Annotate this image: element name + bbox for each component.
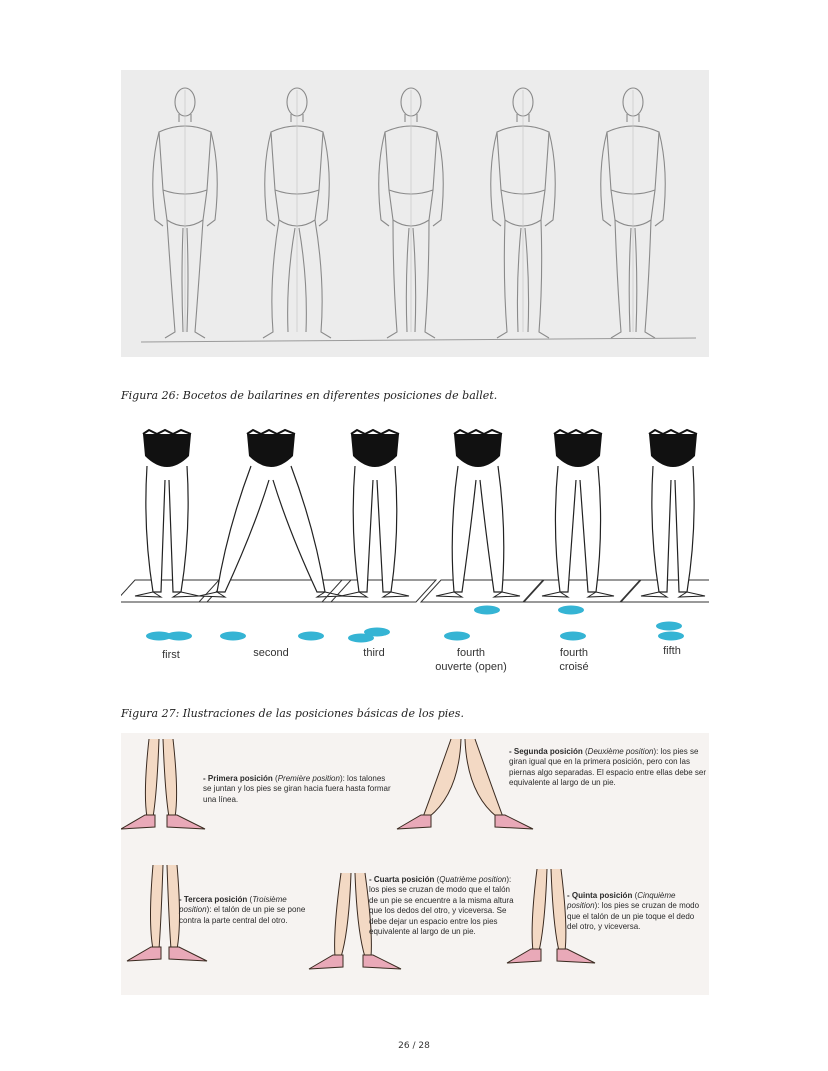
foot-marks [656, 622, 684, 641]
foot-marks [220, 632, 324, 641]
figure-26-dancer-sketches [121, 70, 709, 357]
label-second: second [253, 647, 289, 659]
dancer-sketches-illustration [121, 70, 709, 357]
figure-27-foot-positions [121, 420, 709, 682]
quinta-posicion-text: - Quinta posición (Cinquième position): los pies se cruzan de modo que el talón de un pie toque el dedo del otro, y viceversa. [567, 891, 700, 932]
dancer-sketch [263, 88, 331, 338]
dancer-sketch [601, 88, 666, 338]
pink-legs-drawing [121, 739, 205, 829]
figure-26-caption: Figura 26: Bocetos de bailarines en diferentes posiciones de ballet. [121, 389, 498, 402]
dancer-sketch [379, 88, 444, 338]
page-number: 26 / 28 [398, 1041, 430, 1051]
foot-marks [146, 632, 192, 641]
primera-posicion-text: - Primera posición (Première position): los talones se juntan y los pies se giran hacia fuera hasta formar una línea. [203, 774, 391, 804]
foot-marks [444, 606, 500, 641]
label-third: third [363, 647, 385, 659]
label-first: first [162, 649, 180, 661]
tercera-posicion-text: - Tercera posición (Troisième position): el talón de un pie se pone contra la parte central del otro. [179, 895, 306, 925]
segunda-posicion-text: - Segunda posición (Deuxième position): los pies se giran igual que en la primera posición, pero con las piernas algo separadas. El espacio entre ellas debe ser equivalente al largo de un pie. [509, 747, 707, 788]
legs-drawing [322, 430, 436, 602]
legs-drawing [621, 430, 709, 602]
foot-marks [348, 628, 390, 643]
legs-drawing [421, 430, 543, 602]
foot-marks [558, 606, 586, 641]
figure-28-position-descriptions [121, 733, 709, 995]
legs-drawing [524, 430, 640, 602]
label-fourth-croise: fourth croisé [559, 647, 589, 673]
cuarta-posicion-text: - Cuarta posición (Quatrième position): los pies se cruzan de modo que el talón de un pie se encuentre a la misma altura que los dedos del otro, y viceversa. Se debe dejar un espacio entre los pies equivalente al largo de un pie. [369, 875, 514, 937]
label-fifth: fifth [663, 645, 681, 657]
legs-drawing [199, 430, 351, 602]
foot-positions-illustration [121, 420, 709, 682]
figure-27-caption: Figura 27: Ilustraciones de las posiciones básicas de los pies. [121, 707, 464, 720]
dancer-sketch [153, 88, 218, 338]
label-fourth-ouverte: fourth ouverte (open) [435, 647, 507, 673]
dancer-sketch [491, 88, 556, 338]
legs-drawing [121, 430, 227, 602]
